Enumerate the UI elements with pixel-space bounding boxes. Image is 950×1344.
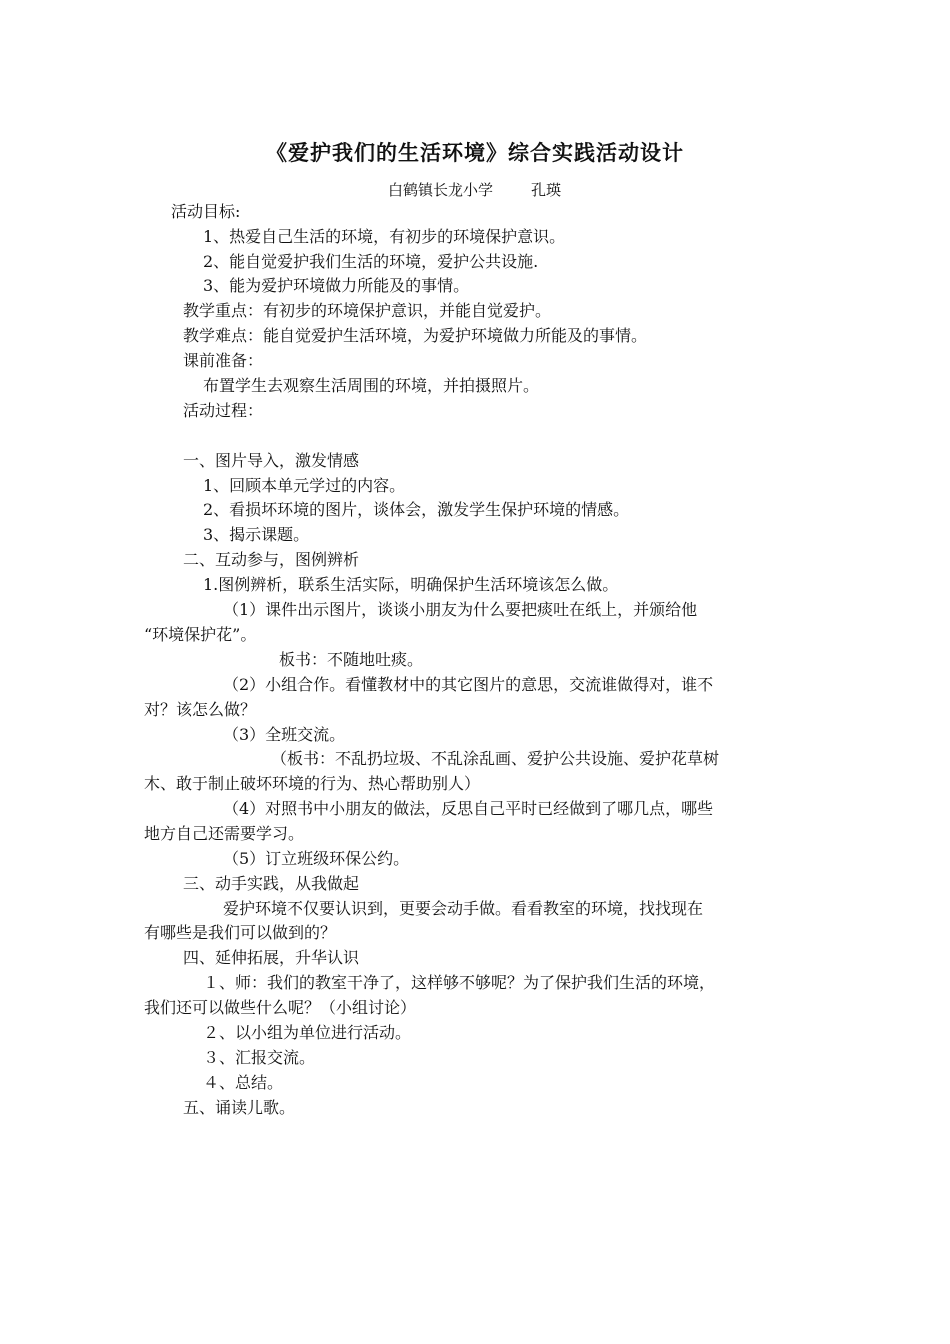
goal-item: 1、热爱自己生活的环境，有初步的环境保护意识。 [203,227,566,246]
author-name: 孔瑛 [531,181,562,199]
list-item: ３、汇报交流。 [203,1048,316,1067]
document-title: 《爱护我们的生活环境》综合实践活动设计 [266,141,684,165]
goal-item: 2、能自觉爱护我们生活的环境，爱护公共设施. [203,252,539,271]
list-item: 2、看损坏环境的图片，谈体会，激发学生保护环境的情感。 [203,500,630,519]
paragraph-line: 有哪些是我们可以做到的？ [144,923,337,942]
paragraph-line: （2）小组合作。看懂教材中的其它图片的意思，交流谁做得对，谁不 [223,675,714,694]
paragraph-line: 爱护环境不仅要认识到，更要会动手做。看看教室的环境，找找现在 [223,899,704,918]
process-heading: 活动过程： [183,401,264,420]
paragraph-line: 对？该怎么做？ [144,700,257,719]
list-item: 1、回顾本单元学过的内容。 [203,476,406,495]
paragraph-line: “环境保护花”。 [144,625,257,644]
list-item: 1.图例辨析，联系生活实际，明确保护生活环境该怎么做。 [203,575,619,594]
paragraph-line: （1）课件出示图片，谈谈小朋友为什么要把痰吐在纸上，并颁给他 [223,600,698,619]
board-note: 板书：不随地吐痰。 [279,650,424,669]
author-line [388,179,561,200]
list-item: ２、以小组为单位进行活动。 [203,1023,412,1042]
key-point: 教学重点：有初步的环境保护意识，并能自觉爱护。 [183,301,552,320]
goals-heading: 活动目标: [171,202,241,221]
section-heading: 三、动手实践，从我做起 [183,874,360,893]
paragraph-line: （5）订立班级环保公约。 [223,849,410,868]
board-note: （板书：不乱扔垃圾、不乱涂乱画、爱护公共设施、爱护花草树 [271,749,720,768]
section-heading: 四、延伸拓展，升华认识 [183,948,360,967]
paragraph-line: 地方自己还需要学习。 [144,824,305,843]
school-name: 白鹤镇长龙小学 [388,181,494,199]
list-item: ４、总结。 [203,1073,284,1092]
board-note: 木、敢于制止破坏环境的行为、热心帮助别人） [144,774,481,793]
paragraph-line: （3）全班交流。 [223,725,346,744]
prep-heading: 课前准备： [183,351,264,370]
section-heading: 五、诵读儿歌。 [183,1098,296,1117]
paragraph-line: 我们还可以做些什么呢？（小组讨论） [144,998,417,1017]
section-heading: 二、互动参与，图例辨析 [183,550,360,569]
section-heading: 一、图片导入，激发情感 [183,451,360,470]
paragraph-line: （4）对照书中小朋友的做法，反思自己平时已经做到了哪几点，哪些 [223,799,714,818]
difficulty: 教学难点：能自觉爱护生活环境，为爱护环境做力所能及的事情。 [183,326,648,345]
goal-item: 3、能为爱护环境做力所能及的事情。 [203,276,470,295]
paragraph-line: １、师：我们的教室干净了，这样够不够呢？为了保护我们生活的环境， [203,973,716,992]
prep-text: 布置学生去观察生活周围的环境，并拍摄照片。 [203,376,540,395]
list-item: 3、揭示课题。 [203,525,310,544]
